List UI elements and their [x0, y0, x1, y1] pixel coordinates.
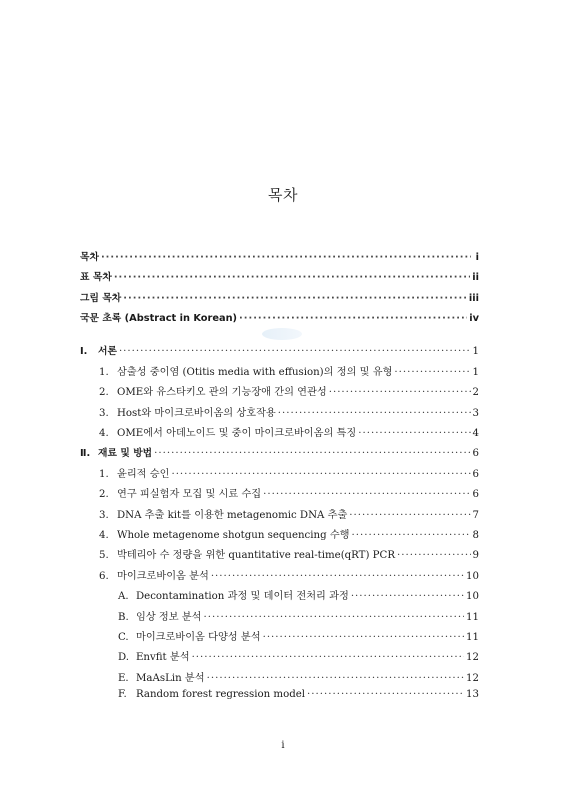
page-ref: 11: [466, 632, 479, 644]
dot-leader: [154, 448, 470, 459]
page-ref: iii: [468, 292, 479, 304]
toc-entry[interactable]: 3. DNA 추출 kit를 이용한 metagenomic DNA 추출 ····· 7: [80, 506, 479, 526]
dot-leader: [278, 408, 471, 419]
dot-leader: [123, 293, 467, 304]
toc-chapter-2[interactable]: Ⅱ. 재료 및 방법 ····· 6: [80, 445, 479, 465]
dot-leader: [192, 652, 464, 663]
page-title: 목차: [268, 186, 298, 204]
toc-entry-list-of-tables[interactable]: 표 목차 ····· ii: [80, 269, 479, 289]
toc-subentry[interactable]: A. Decontamination 과정 및 데이터 전처리 과정 ····· 10: [80, 587, 479, 607]
dot-leader: [204, 612, 465, 623]
page-ref: ii: [472, 272, 479, 284]
toc-subentry[interactable]: C. 마이크로바이옴 다양성 분석 ····· 11: [80, 628, 479, 648]
dot-leader: [394, 367, 470, 378]
page-ref: 6: [472, 447, 479, 459]
dot-leader: [307, 689, 464, 700]
toc-subentry[interactable]: E. MaAsLin 분석 ····· 12: [80, 669, 479, 689]
section-gap: [80, 331, 479, 343]
dot-leader: [349, 510, 470, 521]
dot-leader: [352, 530, 471, 541]
dot-leader: [358, 428, 470, 439]
page-ref: i: [475, 252, 479, 263]
toc-entry[interactable]: 2. OME와 유스타키오 관의 기능장애 간의 연관성 ····· 2: [80, 383, 479, 403]
page-ref: 4: [472, 428, 479, 440]
dot-leader: [397, 550, 471, 561]
page-ref: 6: [472, 468, 479, 480]
toc-entry[interactable]: 4. OME에서 아데노이드 및 중이 마이크로바이옴의 특징 ····· 4: [80, 424, 479, 444]
toc-subentry[interactable]: F. Random forest regression model ····· 13: [80, 689, 479, 709]
dot-leader: [239, 313, 467, 324]
page-number: i: [281, 740, 285, 751]
dot-leader: [119, 346, 471, 357]
toc-entry[interactable]: 6. 마이크로바이옴 분석 ····· 10: [80, 567, 479, 587]
dot-leader: [207, 673, 464, 684]
page-ref: 6: [472, 489, 479, 501]
toc-entry-abstract[interactable]: 국문 초록 (Abstract in Korean) ····· iv: [80, 310, 479, 330]
page-ref: 13: [466, 689, 479, 701]
dot-leader: [329, 387, 471, 398]
page-ref: 10: [466, 591, 479, 603]
toc-subentry[interactable]: D. Envfit 분석 ····· 12: [80, 648, 479, 668]
toc-entry[interactable]: 5. 박테리아 수 정량을 위한 quantitative real-time(qRT) PCR ····· 9: [80, 546, 479, 566]
page-ref: 8: [472, 530, 479, 542]
toc-entry-contents[interactable]: 목차 ····· i: [80, 249, 479, 269]
page-ref: 10: [466, 570, 479, 582]
table-of-contents: [80, 249, 479, 710]
toc-entry[interactable]: 3. Host와 마이크로바이옴의 상호작용 ····· 3: [80, 404, 479, 424]
page-ref: 1: [472, 345, 479, 357]
toc-chapter-1[interactable]: Ⅰ. 서론 ····· 1: [80, 343, 479, 363]
dot-leader: [263, 489, 470, 500]
page-ref: 2: [472, 387, 479, 399]
page-ref: 11: [466, 611, 479, 623]
dot-leader: [101, 252, 471, 263]
page-ref: 9: [472, 550, 479, 562]
dot-leader: [351, 591, 464, 602]
dot-leader: [114, 272, 470, 283]
toc-entry-list-of-figures[interactable]: 그림 목차 ····· iii: [80, 290, 479, 310]
dot-leader: [171, 469, 470, 480]
dot-leader: [263, 632, 464, 643]
toc-entry[interactable]: 1. 삼출성 중이염 (Otitis media with effusion)의 정의 및 유형 ····· 1: [80, 363, 479, 383]
toc-entry[interactable]: 2. 연구 피실험자 모집 및 시료 수집 ····· 6: [80, 485, 479, 505]
toc-entry[interactable]: 4. Whole metagenome shotgun sequencing 수행 ····· 8: [80, 526, 479, 546]
page-ref: 12: [466, 672, 479, 684]
dot-leader: [211, 571, 464, 582]
page-ref: 1: [472, 366, 479, 378]
toc-subentry[interactable]: B. 임상 정보 분석 ····· 11: [80, 608, 479, 628]
page-ref: 12: [466, 652, 479, 664]
page-ref: 7: [472, 509, 479, 521]
toc-entry[interactable]: 1. 윤리적 승인 ····· 6: [80, 465, 479, 485]
page-ref: 3: [472, 407, 479, 419]
page-ref: iv: [469, 313, 479, 325]
